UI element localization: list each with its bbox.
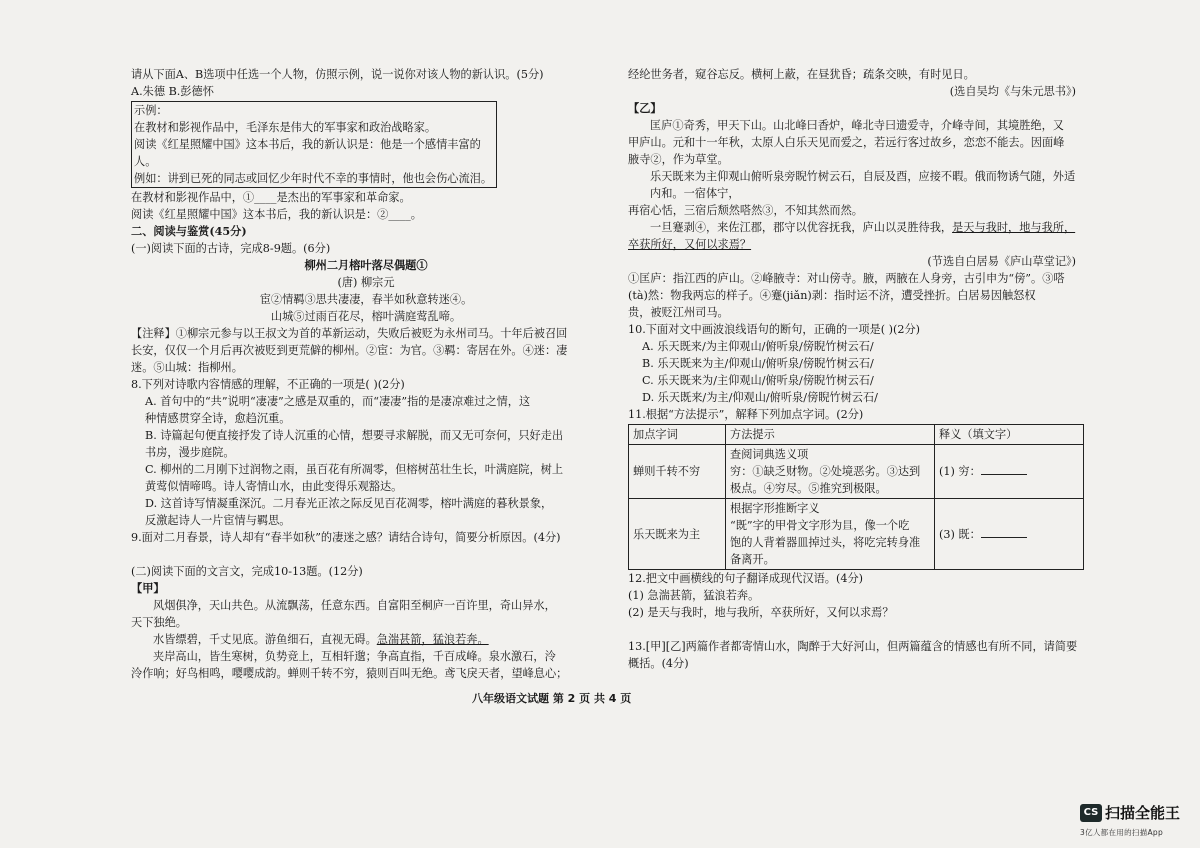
example-line: 示例： — [134, 104, 168, 117]
yi-paragraph: 再宿心恬，三宿后颓然嗒然③，不知其然而然。 — [628, 204, 863, 217]
poem-line-1: 宦②情羁③思共凄凄，春半如秋意转迷④。 — [259, 293, 473, 306]
yi-note: ①匡庐：指江西的庐山。②峰腋寺：对山傍寺。腋，两腋在人身旁，古引申为“傍”。③嗒 — [628, 272, 1065, 285]
q12-item-2: (2) 是天与我时，地与我所，卒获所好，又何以求焉？ — [628, 606, 894, 619]
answer-blank[interactable] — [981, 464, 1027, 475]
yi-underlined-sentence: 卒获所好，又何以求焉？ — [628, 238, 752, 251]
poem-title: 柳州二月榕叶落尽偶题① — [304, 258, 428, 272]
jia-paragraph: 风烟俱净，天山共色。从流飘荡，任意东西。自富阳至桐庐一百许里，奇山异水， — [153, 599, 556, 612]
jia-paragraph: 天下独绝。 — [131, 616, 187, 629]
poem-note: 迷。⑤山城：指柳州。 — [131, 361, 243, 374]
q10-option-b: B. 乐天既来为主/仰观山/俯听泉/傍睨竹树云石/ — [642, 357, 874, 370]
table-header: 加点字词 — [629, 425, 726, 445]
table-cell-answer[interactable]: (3) 既： — [935, 499, 1084, 570]
poem-note: 【注释】①柳宗元参与以王叔文为首的革新运动，失败后被贬为永州司马。十年后被召回 — [131, 327, 568, 340]
q10-option-d: D. 乐天既来/为主/仰观山/俯听泉/傍睨竹树云石/ — [642, 391, 878, 404]
q12-prompt: 12.把文中画横线的句子翻译成现代汉语。(4分) — [628, 572, 864, 585]
jia-paragraph: 经纶世务者，窥谷忘反。横柯上蔽，在昼犹昏；疏条交映，有时见日。 — [628, 68, 975, 81]
table-row — [629, 445, 1084, 499]
q8-option-c: 黄莺似情啼鸣。诗人寄情山水，由此变得乐观豁达。 — [145, 480, 403, 493]
watermark-name: 扫描全能王 — [1105, 804, 1181, 822]
yi-note: 贵，被贬江州司马。 — [628, 306, 729, 319]
jia-paragraph: 水皆缥碧，千丈见底。游鱼细石，直视无碍。急湍甚箭，猛浪若奔。 — [153, 633, 489, 646]
yi-source: (节选自白居易《庐山草堂记》) — [927, 255, 1076, 268]
right-column — [628, 66, 1076, 672]
q9-prompt: 9.面对二月春景，诗人却有“春半如秋”的凄迷之感？请结合诗句，简要分析原因。(4分) — [131, 531, 561, 544]
q8-option-d: D. 这首诗写情凝重深沉。二月春光正浓之际反见百花凋零，榕叶满庭的暮秋景象， — [145, 497, 553, 510]
q13-prompt: 概括。(4分) — [628, 657, 689, 670]
part2-intro: (二)阅读下面的文言文，完成10-13题。(12分) — [131, 565, 363, 578]
example-box — [131, 101, 497, 188]
jia-label: 【甲】 — [131, 581, 165, 595]
jia-paragraph: 夹岸高山，皆生寒树，负势竞上，互相轩邈；争高直指，千百成峰。泉水激石，泠 — [153, 650, 556, 663]
poem-note: 长安，仅仅一个月后再次被贬到更荒僻的柳州。②宦：为官。③羁：寄居在外。④迷：凄 — [131, 344, 568, 357]
q7-prompt: 请从下面A、B选项中任选一个人物，仿照示例，说一说你对该人物的新认识。(5分) — [131, 68, 544, 81]
q7-answer-line-1: 在教材和影视作品中，①____是杰出的军事家和革命家。 — [131, 191, 411, 204]
q8-option-a: A. 首句中的“共”说明“凄凄”之感是双重的，而“凄凄”指的是凄凉难过之情，这 — [145, 395, 531, 408]
jia-paragraph: 泠作响；好鸟相鸣，嘤嘤成韵。蝉则千转不穷，猿则百叫无绝。鸢飞戾天者，望峰息心； — [131, 667, 568, 680]
q8-option-b: B. 诗篇起句便直接抒发了诗人沉重的心情，想要寻求解脱，而又无可奈何，只好走出 — [145, 429, 564, 442]
answer-blank[interactable] — [981, 527, 1027, 538]
q8-option-b: 书房，漫步庭院。 — [145, 446, 235, 459]
watermark-tagline: 3亿人都在用的扫描App — [1080, 828, 1164, 837]
q10-prompt: 10.下面对文中画波浪线语句的断句，正确的一项是( )(2分) — [628, 323, 921, 336]
yi-note: (tà)然：物我两忘的样子。④蹇(jiǎn)剥：指时运不济，遭受挫折。白居易因触怒权 — [628, 289, 1036, 302]
q10-option-c: C. 乐天既来为/主仰观山/俯听泉/傍睨竹树云石/ — [642, 374, 874, 387]
q8-option-c: C. 柳州的二月刚下过润物之雨，虽百花有所凋零，但榕树茁壮生长，叶满庭院，树上 — [145, 463, 564, 476]
poem-line-2: 山城⑤过雨百花尽，榕叶满庭莺乱啼。 — [270, 310, 462, 323]
q12-item-1: (1) 急湍甚箭，猛浪若奔。 — [628, 589, 760, 602]
example-line: 例如：讲到已死的同志或回忆少年时代不幸的事情时，他也会伤心流泪。 — [134, 172, 493, 185]
camscanner-logo-icon: CS — [1080, 804, 1102, 822]
table-cell-hint: 查阅词典选义项 穷：①缺乏财物。②处境恶劣。③达到 极点。④穷尽。⑤推究到极限。 — [726, 445, 935, 499]
example-line: 在教材和影视作品中，毛泽东是伟大的军事家和政治战略家。 — [134, 121, 437, 134]
q13-prompt: 13.[甲][乙]两篇作者都寄情山水，陶醉于大好河山，但两篇蕴含的情感也有所不同，请简要 — [628, 640, 1078, 653]
poem-author: (唐) 柳宗元 — [337, 276, 395, 289]
part1-intro: (一)阅读下面的古诗，完成8-9题。(6分) — [131, 242, 331, 255]
yi-label: 【乙】 — [628, 101, 662, 115]
left-column — [131, 66, 601, 682]
table-cell-word: 乐天既来为主 — [629, 499, 726, 570]
yi-paragraph: 甲庐山。元和十一年秋，太原人白乐天见而爱之，若远行客过故乡，恋恋不能去。因面峰 — [628, 136, 1065, 149]
q8-option-a: 种情感贯穿全诗，愈趋沉重。 — [145, 412, 291, 425]
example-line: 阅读《红星照耀中国》这本书后，我的新认识是：他是一个感情丰富的人。 — [134, 138, 481, 168]
table-cell-hint: 根据字形推断字义 “既”字的甲骨文字形为𣅣，像一个吃 饱的人背着器皿掉过头，将吃完转身准 备离开。 — [726, 499, 935, 570]
yi-paragraph: 匡庐①奇秀，甲天下山。山北峰曰香炉，峰北寺曰遗爱寺，介峰寺间，其境胜绝，又 — [650, 119, 1064, 132]
jia-underlined-sentence: 急湍甚箭，猛浪若奔。 — [376, 633, 489, 646]
q8-prompt: 8.下列对诗歌内容情感的理解，不正确的一项是( )(2分) — [131, 378, 405, 391]
q7-answer-line-2: 阅读《红星照耀中国》这本书后，我的新认识是：②____。 — [131, 208, 422, 221]
page-footer: 八年级语文试题 第 2 页 共 4 页 — [472, 692, 632, 705]
q8-option-d: 反激起诗人一片宦情与羁思。 — [145, 514, 291, 527]
table-row — [629, 499, 1084, 570]
yi-paragraph: 乐天既来为主仰观山俯听泉旁睨竹树云石，自辰及酉，应接不暇。俄而物诱气随，外适内和。一宿体宁， — [650, 170, 1076, 200]
section2-title: 二、阅读与鉴赏(45分) — [131, 224, 247, 238]
q7-options: A.朱德 B.彭德怀 — [131, 85, 214, 98]
table-cell-answer[interactable]: (1) 穷： — [935, 445, 1084, 499]
table-header: 方法提示 — [726, 425, 935, 445]
yi-paragraph: 一旦蹇剥④，来佐江郡，郡守以优容抚我，庐山以灵胜待我，是天与我时，地与我所， — [650, 221, 1076, 234]
table-header: 释义（填文字） — [935, 425, 1084, 445]
q11-prompt: 11.根据“方法提示”，解释下列加点字词。(2分) — [628, 408, 864, 421]
table-cell-word: 蝉则千转不穷 — [629, 445, 726, 499]
jia-source: (选自吴均《与朱元思书》) — [949, 85, 1076, 98]
yi-paragraph — [628, 236, 1076, 253]
q11-table — [628, 424, 1084, 570]
q10-option-a: A. 乐天既来/为主仰观山/俯听泉/傍睨竹树云石/ — [642, 340, 874, 353]
yi-underlined-sentence: 是天与我时，地与我所， — [952, 221, 1076, 234]
scanner-watermark — [1080, 802, 1190, 838]
yi-paragraph: 腋寺②，作为草堂。 — [628, 153, 729, 166]
table-header-row — [629, 425, 1084, 445]
